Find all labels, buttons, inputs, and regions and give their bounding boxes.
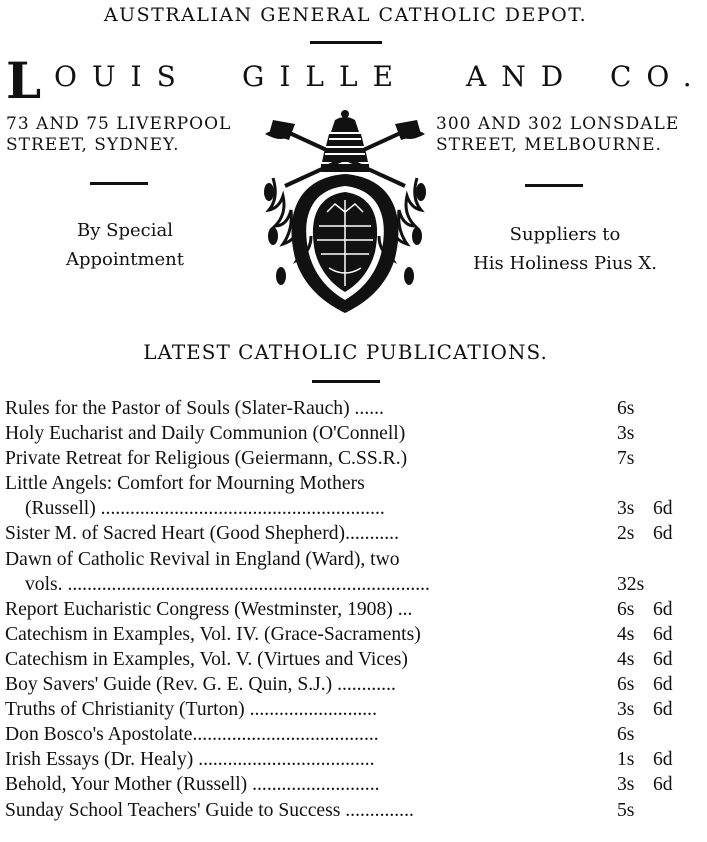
list-item: Catechism in Examples, Vol. V. (Virtues and Vices) 4s 6d: [5, 648, 673, 670]
firm-name: [6, 51, 707, 110]
divider: [525, 184, 583, 187]
list-item: vols. .......................................................................... 32s: [25, 573, 645, 595]
list-item: Boy Savers' Guide (Rev. G. E. Quin, S.J.) ............ 6s 6d: [5, 674, 673, 696]
list-item: Little Angels: Comfort for Mourning Mothers: [5, 473, 365, 495]
divider: [90, 182, 148, 185]
list-item: Sister M. of Sacred Heart (Good Shepherd)........... 2s 6d: [5, 523, 673, 545]
list-item: Holy Eucharist and Daily Communion (O'Connell) 3s: [5, 423, 635, 445]
melbourne-line-1: 300 AND 302 LONSDALE: [436, 114, 680, 134]
list-item: Truths of Christianity (Turton) .......................... 3s 6d: [5, 699, 673, 721]
list-item: Irish Essays (Dr. Healy) .................................... 1s 6d: [5, 749, 673, 771]
melbourne-address: [436, 114, 686, 156]
special-appointment-line-1: By Special: [77, 220, 173, 241]
list-item: (Russell) .......................................................... 3s 6d: [25, 498, 673, 520]
list-item: Dawn of Catholic Revival in England (Ward), two: [5, 548, 400, 570]
firm-initial: L: [6, 51, 42, 110]
list-item: Catechism in Examples, Vol. IV. (Grace-Sacraments) 4s 6d: [5, 623, 673, 645]
sydney-line-1: 73 AND 75 LIVERPOOL: [6, 114, 232, 134]
publications-heading: LATEST CATHOLIC PUBLICATIONS.: [143, 340, 548, 364]
special-appointment-line-2: Appointment: [65, 249, 184, 270]
firm-word-1: OUIS: [54, 60, 191, 93]
suppliers-note: [445, 220, 685, 278]
depot-heading: AUSTRALIAN GENERAL CATHOLIC DEPOT.: [103, 4, 588, 26]
list-item: Rules for the Pastor of Souls (Slater-Rauch) ...... 6s: [5, 398, 635, 419]
list-item: Don Bosco's Apostolate...................................... 6s: [5, 724, 635, 746]
papal-arms-emblem: [255, 108, 435, 323]
publications-list: [5, 396, 689, 823]
list-item: Report Eucharistic Congress (Westminster, 1908) ... 6s 6d: [5, 598, 673, 620]
suppliers-line-1: Suppliers to: [509, 224, 621, 245]
firm-word-2: GILLE: [242, 60, 409, 93]
melbourne-line-2: STREET, MELBOURNE.: [436, 135, 662, 155]
divider: [310, 41, 382, 44]
suppliers-line-2: His Holiness Pius X.: [473, 253, 657, 274]
special-appointment: [40, 216, 210, 274]
list-item: Behold, Your Mother (Russell) .......................... 3s 6d: [5, 774, 673, 796]
list-item: Private Retreat for Religious (Geiermann, C.SS.R.) 7s: [5, 448, 635, 470]
sydney-address: [6, 114, 256, 156]
sydney-line-2: STREET, SYDNEY.: [6, 135, 180, 155]
firm-word-4: CO.: [610, 60, 707, 93]
list-item: Sunday School Teachers' Guide to Success .............. 5s: [5, 799, 635, 821]
divider: [312, 380, 380, 383]
firm-word-3: AND: [466, 60, 579, 93]
